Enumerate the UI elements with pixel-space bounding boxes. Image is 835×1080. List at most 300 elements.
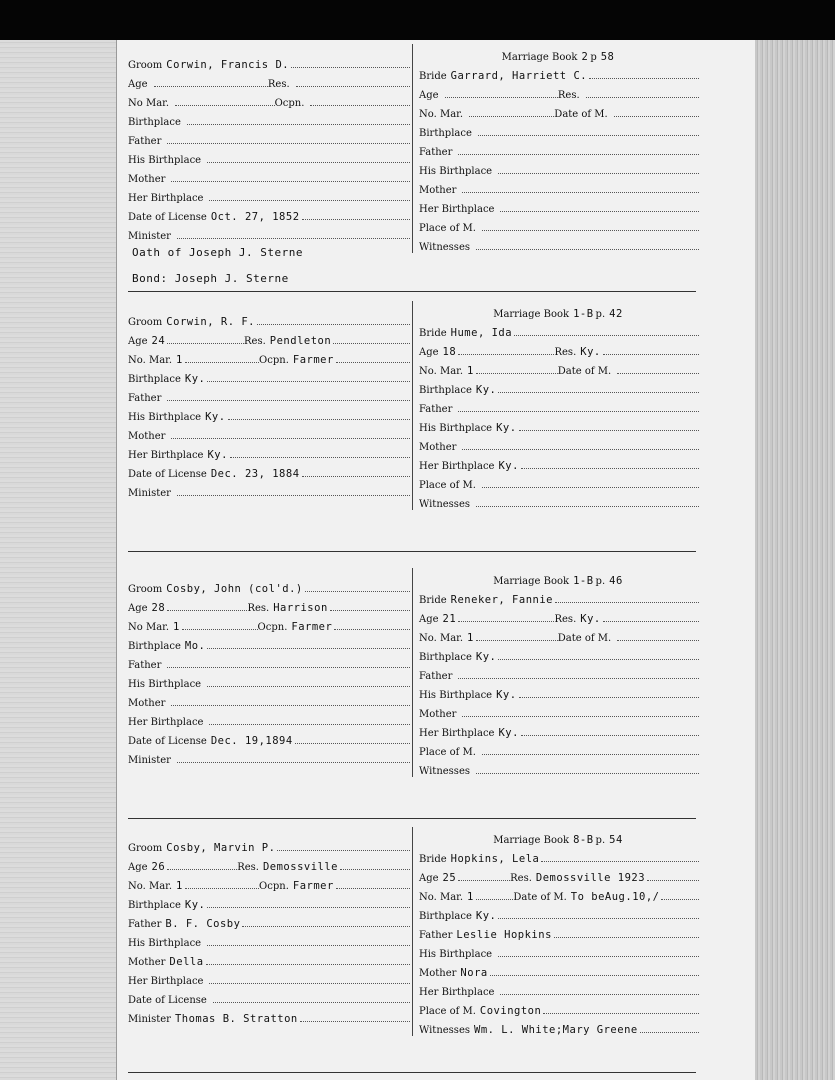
bride-field-row	[413, 941, 699, 960]
groom-res-label: Res.	[247, 603, 270, 614]
groom-field-row	[128, 595, 410, 614]
fill-line	[206, 964, 410, 965]
bride-column	[412, 44, 699, 253]
bride-field-label: No. Mar.	[419, 633, 464, 644]
fill-line	[207, 381, 410, 382]
bride-field-row	[413, 903, 699, 922]
groom-field-label: Her Birthplace	[128, 717, 204, 728]
marriage-book-label: Marriage Book	[493, 309, 570, 320]
groom-field-value: Corwin, Francis D.	[166, 59, 290, 71]
bride-field-label: Mother	[419, 709, 457, 720]
groom-field-label: Groom	[128, 584, 163, 595]
bride-field-row	[413, 625, 699, 644]
fill-line	[500, 994, 699, 995]
bride-field-value: 18	[442, 346, 457, 358]
groom-field-label: Birthplace	[128, 900, 181, 911]
groom-field-row	[128, 480, 410, 499]
groom-field-value: Corwin, R. F.	[166, 316, 255, 328]
bride-field-row	[413, 158, 699, 177]
fill-line	[445, 97, 558, 98]
bride-field-row	[413, 865, 699, 884]
fill-line	[554, 937, 699, 938]
groom-field-value: Cosby, Marvin P.	[166, 842, 276, 854]
bride-field-label: Witnesses	[419, 766, 470, 777]
bride-field-row	[413, 453, 699, 472]
bride-date-of-m-value: To beAug.10,/	[570, 891, 660, 903]
groom-field-label: His Birthplace	[128, 412, 202, 423]
bride-date-of-m-label: Date of M.	[554, 109, 608, 120]
bride-field-label: Place of M.	[419, 747, 476, 758]
fill-line	[242, 926, 410, 927]
fill-line	[277, 850, 410, 851]
bride-res-label: Res.	[510, 873, 532, 884]
page-label: p	[590, 52, 597, 63]
groom-column	[128, 835, 410, 1025]
fill-line	[603, 354, 699, 355]
page-label: p.	[595, 309, 606, 320]
bride-field-row	[413, 922, 699, 941]
bride-field-row	[413, 63, 699, 82]
bride-field-row	[413, 472, 699, 491]
groom-column	[128, 309, 410, 499]
bride-field-label: Mother	[419, 968, 457, 979]
marriage-book-value: 2	[581, 51, 589, 63]
groom-field-value: 1	[176, 880, 183, 892]
bride-field-label: Place of M.	[419, 1006, 476, 1017]
page-value: 46	[609, 575, 623, 587]
bride-field-row	[413, 415, 699, 434]
groom-field-row	[128, 987, 410, 1006]
fill-line	[617, 373, 699, 374]
fill-line	[302, 219, 410, 220]
bride-field-row	[413, 682, 699, 701]
groom-field-row	[128, 930, 410, 949]
bride-field-label: Father	[419, 147, 453, 158]
groom-field-row	[128, 90, 410, 109]
marriage-book-label: Marriage Book	[501, 52, 578, 63]
bride-column	[412, 568, 699, 777]
fill-line	[482, 487, 699, 488]
bride-column	[412, 301, 699, 510]
groom-field-label: Age	[128, 79, 148, 90]
bride-field-label: No. Mar.	[419, 366, 464, 377]
card-divider-rule	[128, 818, 696, 819]
bride-field-row	[413, 758, 699, 777]
groom-field-row	[128, 166, 410, 185]
fill-line	[469, 116, 554, 117]
fill-line	[603, 621, 699, 622]
groom-res-label: Res.	[237, 862, 259, 873]
page-value: 42	[609, 308, 623, 320]
fill-line	[213, 1002, 410, 1003]
bride-date-of-m-label: Date of M.	[513, 892, 567, 903]
bride-field-row	[413, 491, 699, 510]
groom-field-value: Ky.	[207, 449, 228, 461]
bride-field-row	[413, 663, 699, 682]
groom-field-row	[128, 309, 410, 328]
bride-field-row	[413, 979, 699, 998]
fill-line	[228, 419, 410, 420]
fill-line	[614, 116, 699, 117]
fill-line	[482, 754, 699, 755]
marriage-book-label: Marriage Book	[493, 576, 570, 587]
groom-field-label: Her Birthplace	[128, 450, 204, 461]
groom-field-value: 1	[173, 621, 180, 633]
fill-line	[171, 705, 410, 706]
fill-line	[586, 97, 699, 98]
bride-field-label: Place of M.	[419, 480, 476, 491]
groom-field-value: Della	[169, 956, 204, 968]
groom-ocpn-label: Ocpn.	[274, 98, 305, 109]
groom-field-value: Ky.	[205, 411, 226, 423]
bride-field-label: Age	[419, 873, 439, 884]
bride-field-value: 1	[467, 365, 474, 377]
bride-field-value: Ky.	[475, 384, 497, 396]
fill-line	[482, 230, 699, 231]
marriage-record-card	[128, 301, 698, 531]
bride-field-value: 25	[442, 872, 457, 884]
groom-field-value: Thomas B. Stratton	[174, 1013, 298, 1025]
groom-field-row	[128, 1006, 410, 1025]
left-scan-margin	[0, 40, 116, 1080]
groom-res-label: Res.	[267, 79, 290, 90]
fill-line	[334, 629, 410, 630]
bride-field-row	[413, 644, 699, 663]
groom-field-label: No Mar.	[128, 98, 170, 109]
groom-ocpn-value: Farmer	[292, 880, 334, 892]
groom-field-row	[128, 404, 410, 423]
fill-line	[336, 362, 410, 363]
marriage-book-value: 8-B	[573, 834, 594, 846]
fill-line	[514, 335, 699, 336]
bride-field-label: Birthplace	[419, 385, 472, 396]
fill-line	[500, 211, 699, 212]
groom-field-row	[128, 366, 410, 385]
bride-field-label: Her Birthplace	[419, 987, 495, 998]
fill-line	[330, 610, 410, 611]
groom-field-row	[128, 52, 410, 71]
fill-line	[171, 181, 410, 182]
fill-line	[555, 602, 699, 603]
bride-field-row	[413, 960, 699, 979]
bride-field-row	[413, 884, 699, 903]
bride-field-label: His Birthplace	[419, 949, 493, 960]
groom-field-value: 28	[151, 602, 166, 614]
bride-field-label: Age	[419, 347, 439, 358]
bride-field-label: Birthplace	[419, 911, 472, 922]
card-divider-rule	[128, 291, 696, 292]
bride-field-label: Place of M.	[419, 223, 476, 234]
fill-line	[458, 411, 699, 412]
fill-line	[207, 162, 410, 163]
bride-field-row	[413, 846, 699, 865]
fill-line	[230, 457, 410, 458]
bride-field-label: Father	[419, 404, 453, 415]
fill-line	[458, 621, 554, 622]
card-divider-rule	[128, 551, 696, 552]
bride-res-label: Res.	[557, 90, 580, 101]
bride-field-label: Witnesses	[419, 1025, 470, 1036]
fill-line	[640, 1032, 699, 1033]
fill-line	[185, 888, 259, 889]
bride-field-value: 1	[467, 891, 474, 903]
fill-line	[647, 880, 699, 881]
groom-field-label: Father	[128, 660, 162, 671]
bride-date-of-m-label: Date of M.	[557, 366, 612, 377]
bride-field-value: Leslie Hopkins	[456, 929, 552, 941]
marriage-record-card	[128, 568, 698, 798]
groom-ocpn-value: Farmer	[291, 621, 333, 633]
groom-field-label: Date of License	[128, 736, 207, 747]
bride-field-row	[413, 606, 699, 625]
groom-field-row	[128, 652, 410, 671]
bride-field-row	[413, 320, 699, 339]
fill-line	[167, 143, 410, 144]
marriage-book-row	[413, 568, 699, 587]
page-label: p.	[595, 835, 606, 846]
bride-field-value: Wm. L. White;Mary Greene	[474, 1024, 638, 1036]
fill-line	[458, 880, 510, 881]
fill-line	[177, 238, 410, 239]
bride-field-label: Bride	[419, 71, 447, 82]
groom-field-row	[128, 911, 410, 930]
fill-line	[296, 86, 410, 87]
groom-ocpn-value: Farmer	[292, 354, 334, 366]
bride-field-value: Hume, Ida	[450, 327, 513, 339]
bride-res-value: Ky.	[580, 613, 601, 625]
groom-field-row	[128, 442, 410, 461]
groom-field-label: No. Mar.	[128, 355, 173, 366]
groom-field-label: Age	[128, 336, 148, 347]
bride-field-row	[413, 234, 699, 253]
groom-field-label: Her Birthplace	[128, 193, 204, 204]
groom-field-label: Birthplace	[128, 374, 181, 385]
fill-line	[185, 362, 259, 363]
groom-field-row	[128, 71, 410, 90]
fill-line	[167, 667, 410, 668]
groom-field-value: B. F. Cosby	[165, 918, 241, 930]
bride-field-row	[413, 82, 699, 101]
groom-res-value: Pendleton	[269, 335, 332, 347]
fill-line	[476, 506, 699, 507]
bride-field-value: Ky.	[498, 727, 519, 739]
bride-field-row	[413, 998, 699, 1017]
marriage-book-value: 1-B	[573, 308, 594, 320]
groom-field-row	[128, 423, 410, 442]
groom-field-row	[128, 204, 410, 223]
bride-field-label: Her Birthplace	[419, 728, 495, 739]
fill-line	[476, 640, 558, 641]
groom-field-row	[128, 968, 410, 987]
bride-field-label: Age	[419, 614, 439, 625]
bride-field-row	[413, 101, 699, 120]
bride-res-label: Res.	[554, 347, 577, 358]
bride-field-row	[413, 215, 699, 234]
record-note: Oath of Joseph J. Sterne	[132, 246, 303, 259]
bride-field-label: Her Birthplace	[419, 461, 495, 472]
fill-line	[333, 343, 410, 344]
fill-line	[291, 67, 410, 68]
groom-field-row	[128, 614, 410, 633]
bride-field-label: Bride	[419, 595, 447, 606]
marriage-record-card	[128, 827, 698, 1057]
bride-field-row	[413, 177, 699, 196]
fill-line	[154, 86, 268, 87]
groom-field-label: Mother	[128, 174, 166, 185]
groom-field-row	[128, 728, 410, 747]
groom-field-value: 26	[151, 861, 166, 873]
fill-line	[543, 1013, 699, 1014]
bride-field-row	[413, 339, 699, 358]
groom-field-label: Minister	[128, 1014, 171, 1025]
fill-line	[476, 249, 699, 250]
fill-line	[167, 610, 247, 611]
bride-field-value: Garrard, Harriett C.	[450, 70, 588, 82]
fill-line	[300, 1021, 410, 1022]
groom-res-value: Demossville	[262, 861, 339, 873]
bride-field-row	[413, 196, 699, 215]
marriage-book-row	[413, 827, 699, 846]
groom-field-label: Her Birthplace	[128, 976, 204, 987]
groom-field-label: Mother	[128, 698, 166, 709]
fill-line	[177, 762, 410, 763]
groom-field-row	[128, 690, 410, 709]
bride-field-row	[413, 139, 699, 158]
groom-field-row	[128, 328, 410, 347]
bride-field-label: No. Mar.	[419, 892, 464, 903]
fill-line	[257, 324, 410, 325]
groom-field-label: Date of License	[128, 995, 207, 1006]
groom-field-row	[128, 128, 410, 147]
groom-field-label: Groom	[128, 317, 163, 328]
fill-line	[661, 899, 699, 900]
fill-line	[336, 888, 410, 889]
fill-line	[207, 686, 410, 687]
groom-field-row	[128, 709, 410, 728]
fill-line	[305, 591, 410, 592]
groom-field-row	[128, 854, 410, 873]
bride-field-label: Age	[419, 90, 439, 101]
bride-field-value: Ky.	[475, 651, 497, 663]
groom-field-value: Mo.	[184, 640, 206, 652]
bride-field-value: Ky.	[498, 460, 519, 472]
fill-line	[171, 438, 410, 439]
fill-line	[207, 907, 410, 908]
marriage-book-label: Marriage Book	[493, 835, 570, 846]
bride-field-label: His Birthplace	[419, 423, 493, 434]
groom-field-label: Mother	[128, 431, 166, 442]
groom-field-row	[128, 873, 410, 892]
bride-field-row	[413, 587, 699, 606]
groom-res-label: Res.	[244, 336, 266, 347]
bride-field-label: Witnesses	[419, 499, 470, 510]
fill-line	[209, 983, 410, 984]
bride-field-label: Bride	[419, 328, 447, 339]
fill-line	[302, 476, 410, 477]
fill-line	[182, 629, 258, 630]
groom-field-label: His Birthplace	[128, 679, 202, 690]
bride-field-row	[413, 434, 699, 453]
bride-field-value: Reneker, Fannie	[450, 594, 553, 606]
fill-line	[462, 192, 699, 193]
groom-field-row	[128, 147, 410, 166]
groom-field-row	[128, 109, 410, 128]
groom-field-label: Age	[128, 603, 148, 614]
bride-res-value: Demossville 1923	[535, 872, 646, 884]
groom-field-row	[128, 671, 410, 690]
fill-line	[478, 135, 699, 136]
bride-field-row	[413, 396, 699, 415]
groom-field-label: Groom	[128, 60, 163, 71]
groom-column	[128, 52, 410, 242]
groom-column	[128, 576, 410, 766]
fill-line	[458, 154, 699, 155]
scanner-top-border	[0, 0, 835, 40]
fill-line	[498, 918, 699, 919]
fill-line	[521, 468, 699, 469]
groom-field-row	[128, 949, 410, 968]
bride-field-label: No. Mar.	[419, 109, 464, 120]
bride-field-value: Ky.	[496, 689, 517, 701]
bride-field-label: Her Birthplace	[419, 204, 495, 215]
groom-field-row	[128, 892, 410, 911]
fill-line	[589, 78, 699, 79]
marriage-record-card	[128, 44, 698, 285]
bride-field-row	[413, 1017, 699, 1036]
groom-field-label: Mother	[128, 957, 166, 968]
groom-field-label: No Mar.	[128, 622, 170, 633]
groom-field-row	[128, 461, 410, 480]
bride-field-label: His Birthplace	[419, 690, 493, 701]
fill-line	[295, 743, 410, 744]
groom-field-label: Birthplace	[128, 117, 181, 128]
bride-date-of-m-label: Date of M.	[557, 633, 612, 644]
right-scan-margin	[755, 40, 835, 1080]
bride-res-value: Ky.	[580, 346, 601, 358]
bride-field-label: Mother	[419, 442, 457, 453]
groom-field-label: Date of License	[128, 212, 207, 223]
fill-line	[498, 659, 699, 660]
bride-field-row	[413, 701, 699, 720]
groom-field-row	[128, 835, 410, 854]
groom-field-label: Age	[128, 862, 148, 873]
groom-field-label: Minister	[128, 755, 171, 766]
groom-field-label: No. Mar.	[128, 881, 173, 892]
fill-line	[498, 392, 699, 393]
record-note: Bond: Joseph J. Sterne	[132, 272, 289, 285]
bride-field-row	[413, 377, 699, 396]
fill-line	[462, 716, 699, 717]
bride-field-row	[413, 358, 699, 377]
fill-line	[209, 724, 410, 725]
bride-field-label: Father	[419, 671, 453, 682]
bride-field-label: Mother	[419, 185, 457, 196]
bride-field-label: His Birthplace	[419, 166, 493, 177]
groom-field-value: 1	[176, 354, 183, 366]
fill-line	[175, 105, 275, 106]
fill-line	[458, 354, 554, 355]
bride-field-label: Birthplace	[419, 652, 472, 663]
groom-ocpn-label: Ocpn.	[259, 881, 289, 892]
fill-line	[476, 773, 699, 774]
fill-line	[177, 495, 410, 496]
marriage-book-row	[413, 44, 699, 63]
groom-field-label: Date of License	[128, 469, 207, 480]
bride-field-row	[413, 739, 699, 758]
bride-column	[412, 827, 699, 1036]
fill-line	[498, 173, 699, 174]
fill-line	[519, 697, 699, 698]
